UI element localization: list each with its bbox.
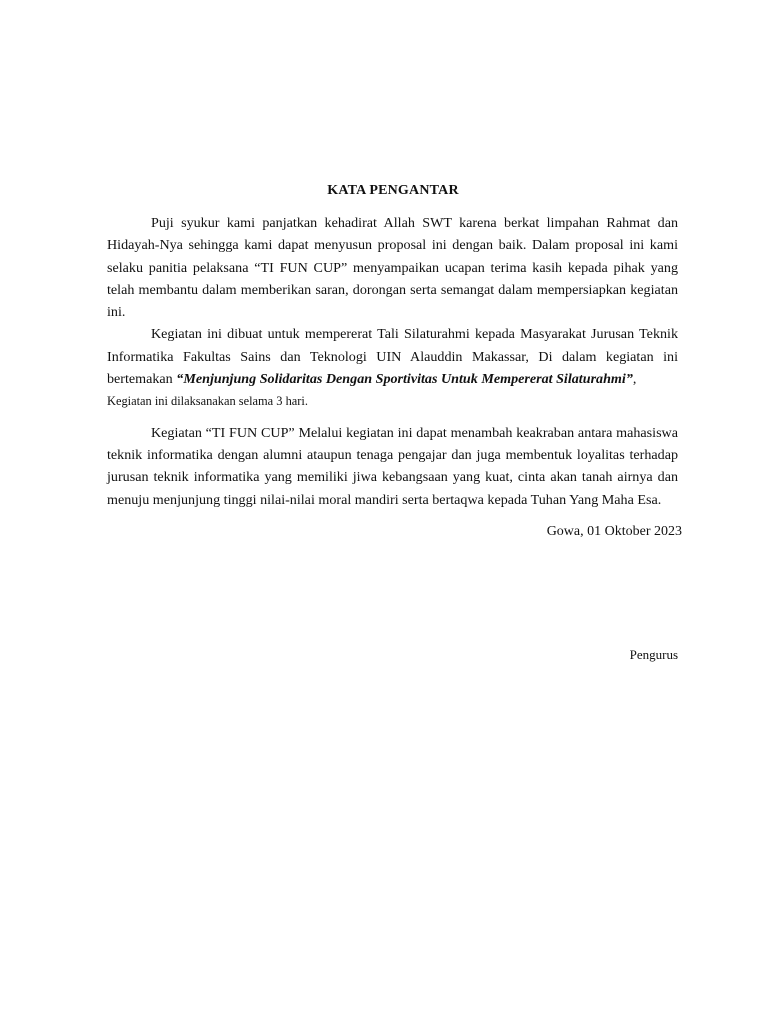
paragraph-gap — [107, 413, 678, 422]
event-duration: Kegiatan ini dilaksanakan selama 3 hari. — [107, 394, 308, 409]
paragraph-purpose — [107, 323, 678, 412]
paragraph-purpose-text: Kegiatan ini dibuat untuk mempererat Tali Silaturahmi kepada Masyarakat Jurusan Teknik Informatika Fakultas Sains dan Teknologi UIN Alauddin Makassar, Di dalam kegiatan ini bertemakan — [107, 326, 678, 388]
signer-name: Pengurus — [629, 647, 678, 662]
theme-comma: , — [632, 371, 637, 388]
event-theme: “Menjunjung Solidaritas Dengan Sportivitas Untuk Mempererat Silaturahmi” — [176, 371, 633, 388]
page-title: KATA PENGANTAR — [327, 183, 459, 198]
document-body — [107, 212, 678, 511]
place-date: Gowa, 01 Oktober 2023 — [546, 524, 682, 539]
paragraph-intro: Puji syukur kami panjatkan kehadirat Allah SWT karena berkat limpahan Rahmat dan Hidayah-Nya sehingga kami dapat menyusun proposal ini dengan baik. Dalam proposal ini kami selaku panitia pelaksana “TI FUN CUP” menyampaikan ucapan terima kasih kepada pihak yang telah membantu dalam memberikan saran, dorongan serta semangat dalam mempersiapkan kegiatan ini. — [107, 215, 678, 321]
paragraph-benefits: Kegiatan “TI FUN CUP” Melalui kegiatan ini dapat menambah keakraban antara mahasiswa teknik informatika dengan alumni ataupun tenaga pengajar dan juga membentuk loyalitas terhadap jurusan teknik informatika yang memiliki jiwa kebangsaan yang kuat, cinta akan tanah airnya dan menuju menjunjung tinggi nilai-nilai moral mandiri serta bertaqwa kepada Tuhan Yang Maha Esa. — [107, 424, 678, 508]
